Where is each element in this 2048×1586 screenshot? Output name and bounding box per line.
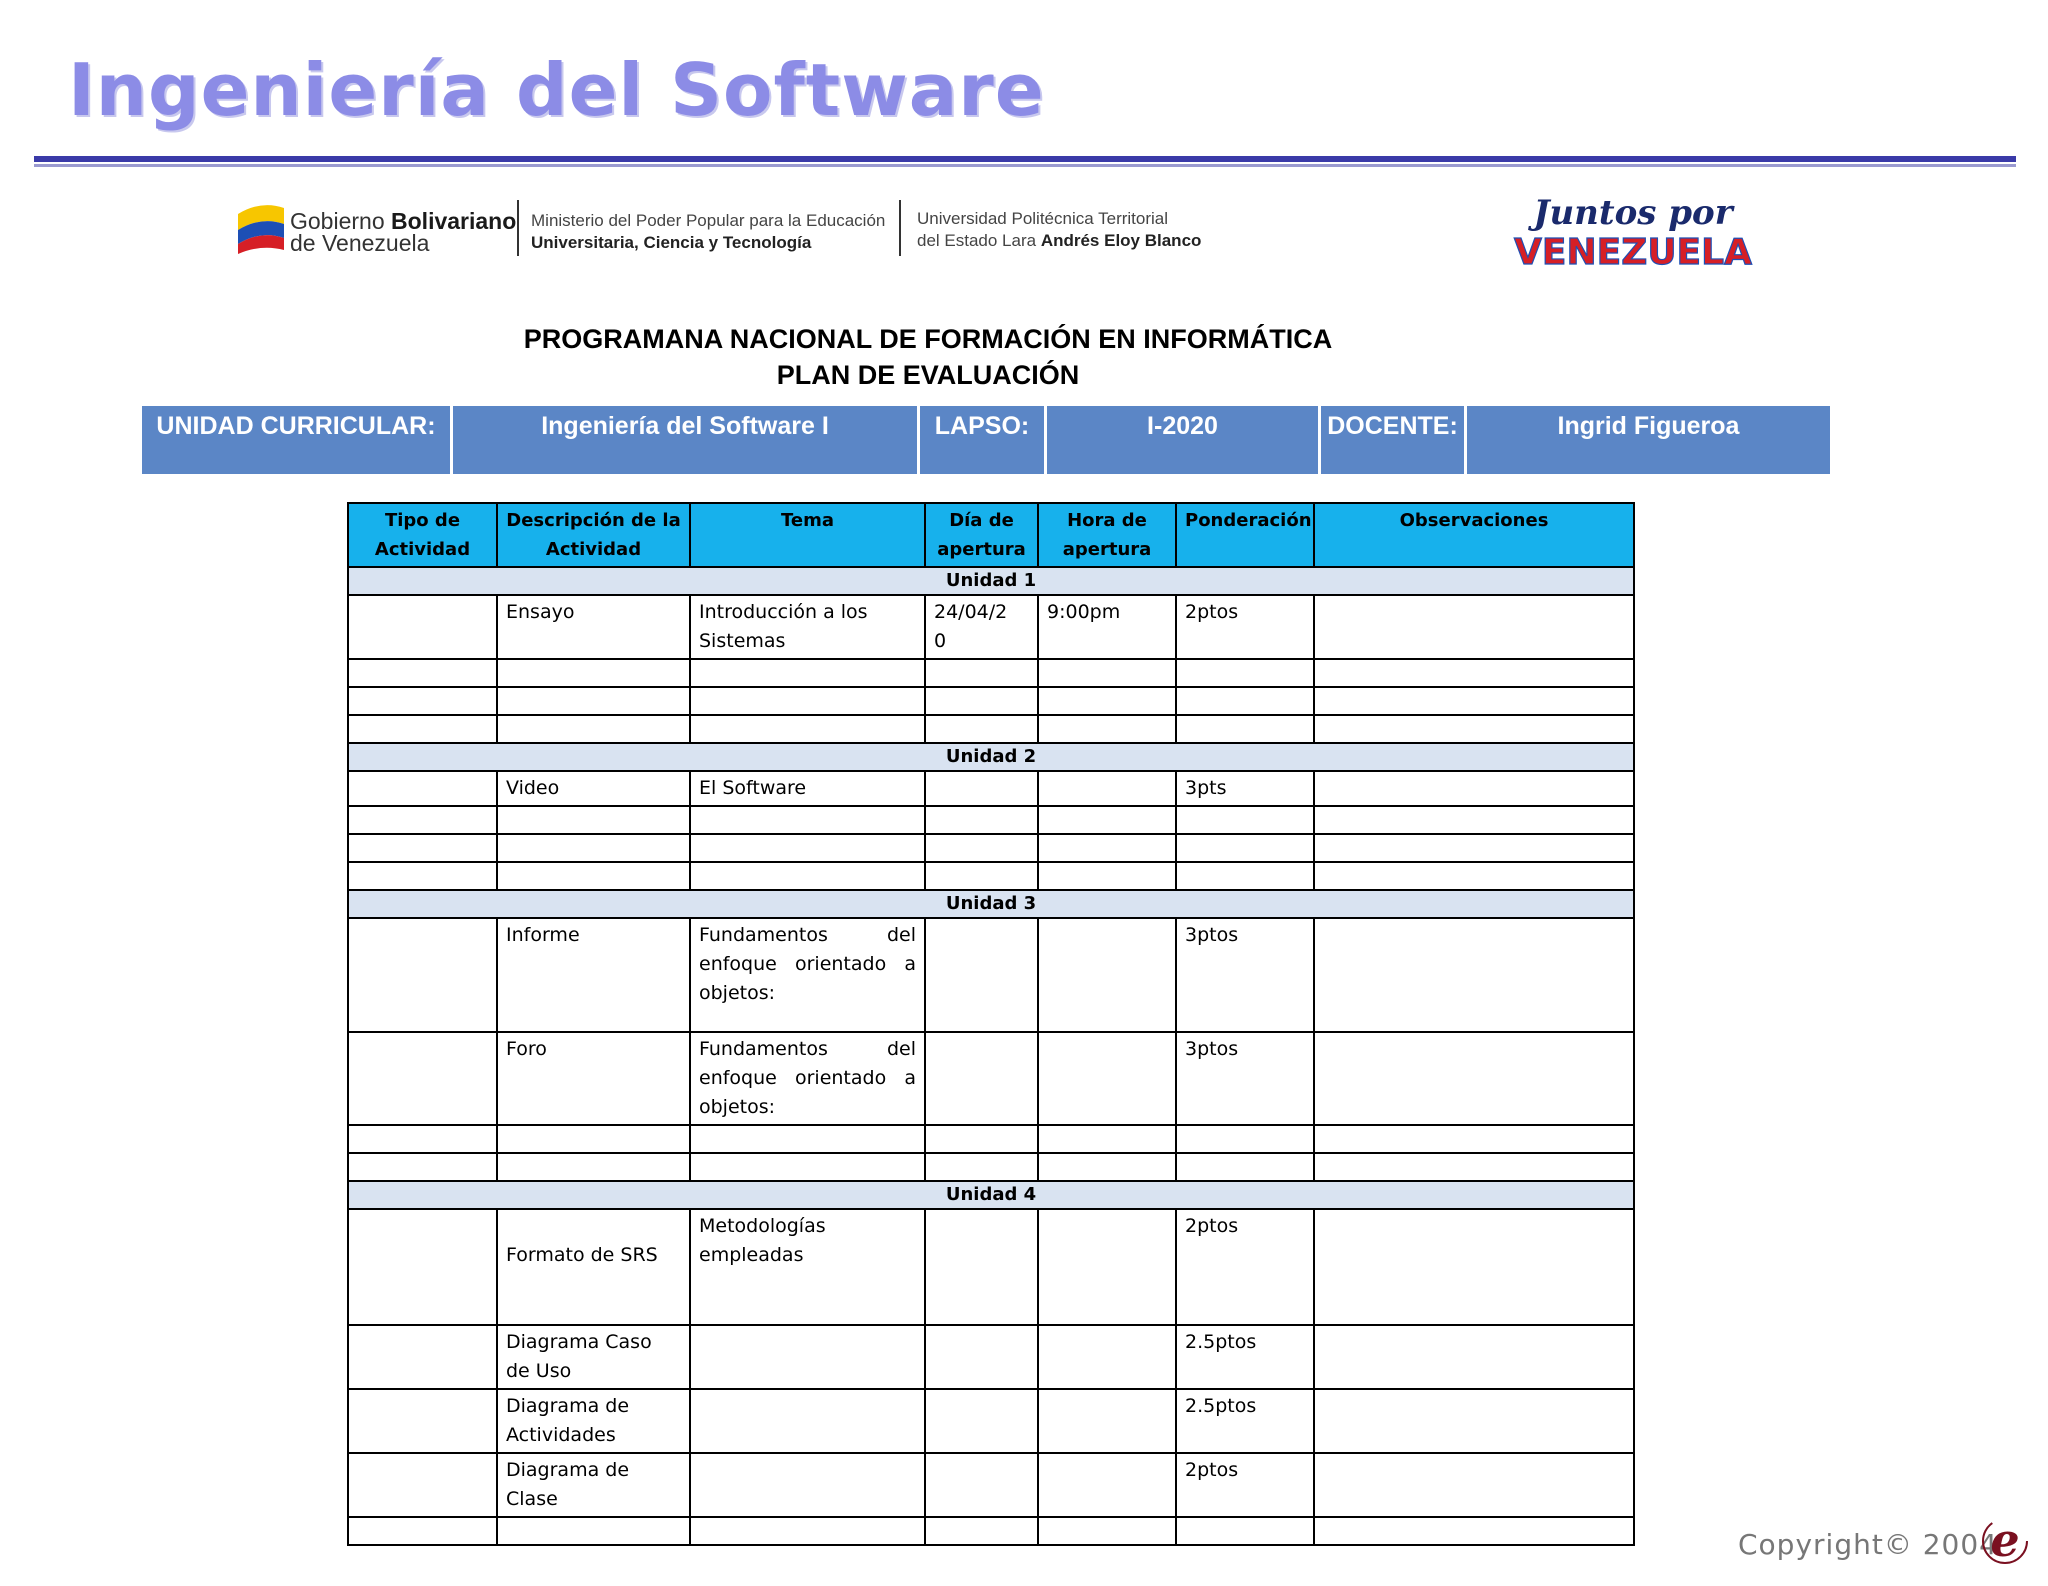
table-row xyxy=(348,595,1634,659)
slide-title: Ingeniería del Software xyxy=(68,48,1045,132)
juntos-line1: Juntos por xyxy=(1533,193,1733,233)
juntos-por-venezuela-logo xyxy=(1514,190,1752,273)
cell-ponderacion: 3pts xyxy=(1176,771,1314,806)
lapso-label: LAPSO: xyxy=(920,406,1047,474)
university-line1: Universidad Politécnica Territorial xyxy=(917,209,1169,228)
table-row xyxy=(348,918,1634,1032)
header-observaciones: Observaciones xyxy=(1314,503,1634,567)
lapso-value: I-2020 xyxy=(1047,406,1321,474)
university-line2-bold: Andrés Eloy Blanco xyxy=(1040,231,1202,250)
table-header-row xyxy=(348,503,1634,567)
ministry-logo-text xyxy=(531,210,885,254)
e-logo-icon xyxy=(1978,1513,2032,1567)
unit-label: Unidad 2 xyxy=(348,743,1634,771)
cell-tema: Introducción a los Sistemas xyxy=(690,595,925,659)
table-row xyxy=(348,862,1634,890)
cell-tema: Metodologías empleadas xyxy=(690,1209,925,1325)
header-tema: Tema xyxy=(690,503,925,567)
cell-descripcion: Diagrama de Actividades xyxy=(497,1389,690,1453)
header-descripcion: Descripción de la Actividad xyxy=(497,503,690,567)
cell-ponderacion: 2ptos xyxy=(1176,1209,1314,1325)
table-row xyxy=(348,1517,1634,1545)
cell-tema: Fundamentos del enfoque orientado a objetos: xyxy=(690,918,925,1032)
evaluation-table xyxy=(347,502,1635,1546)
table-row xyxy=(348,1032,1634,1125)
logo-separator xyxy=(899,200,901,256)
unit-row xyxy=(348,890,1634,918)
cell-ponderacion: 3ptos xyxy=(1176,918,1314,1032)
cell-tema: Fundamentos del enfoque orientado a objetos: xyxy=(690,1032,925,1125)
cell-ponderacion: 2ptos xyxy=(1176,1453,1314,1517)
cell-ponderacion: 3ptos xyxy=(1176,1032,1314,1125)
ministry-line1: Ministerio del Poder Popular para la Educación xyxy=(531,211,886,230)
title-divider-shadow xyxy=(34,164,2016,167)
unit-label: Unidad 4 xyxy=(348,1181,1634,1209)
gov-line1-bold: Bolivariano xyxy=(391,208,517,234)
table-row xyxy=(348,1125,1634,1153)
cell-descripcion: Informe xyxy=(497,918,690,1032)
table-row xyxy=(348,1209,1634,1325)
table-row xyxy=(348,715,1634,743)
table-row xyxy=(348,771,1634,806)
header-dia-apertura: Día de apertura xyxy=(925,503,1038,567)
cell-descripcion: Ensayo xyxy=(497,595,690,659)
table-row xyxy=(348,1153,1634,1181)
cell-descripcion: Diagrama de Clase xyxy=(497,1453,690,1517)
cell-descripcion: Video xyxy=(497,771,690,806)
course-info-band xyxy=(142,406,1830,474)
university-line2-regular: del Estado Lara xyxy=(917,231,1041,250)
docente-value: Ingrid Figueroa xyxy=(1557,412,1740,440)
unit-row xyxy=(348,567,1634,595)
unit-label: Unidad 1 xyxy=(348,567,1634,595)
cell-tema: El Software xyxy=(690,771,925,806)
unit-row xyxy=(348,743,1634,771)
juntos-line2: VENEZUELA xyxy=(1514,232,1752,273)
cell-ponderacion: 2ptos xyxy=(1176,595,1314,659)
unidad-curricular-label: UNIDAD CURRICULAR: xyxy=(142,406,453,474)
header-hora-apertura: Hora de apertura xyxy=(1038,503,1176,567)
unit-label: Unidad 3 xyxy=(348,890,1634,918)
cell-descripcion: Diagrama Caso de Uso xyxy=(497,1325,690,1389)
cell-dia: 24/04/2 0 xyxy=(925,595,1038,659)
cell-hora: 9:00pm xyxy=(1038,595,1176,659)
program-heading: PROGRAMANA NACIONAL DE FORMACIÓN EN INFORMÁTICA xyxy=(523,324,1333,354)
gov-line2: de Venezuela xyxy=(290,230,430,256)
title-divider xyxy=(34,156,2016,162)
venezuela-flag-icon xyxy=(236,200,286,254)
logo-separator xyxy=(517,200,519,256)
cell-descripcion: Formato de SRS xyxy=(497,1209,690,1325)
table-row xyxy=(348,1453,1634,1517)
table-row xyxy=(348,1325,1634,1389)
gov-line1-regular: Gobierno xyxy=(290,208,392,234)
table-row xyxy=(348,659,1634,687)
cell-ponderacion: 2.5ptos xyxy=(1176,1325,1314,1389)
docente-label: DOCENTE: xyxy=(1321,406,1467,474)
copyright-text: Copyright© 2004 xyxy=(1738,1528,1998,1561)
table-row xyxy=(348,687,1634,715)
government-logo-text xyxy=(290,210,516,254)
university-logo-text xyxy=(917,208,1201,252)
table-row xyxy=(348,834,1634,862)
table-row xyxy=(348,806,1634,834)
svg-text:e: e xyxy=(1990,1513,2020,1567)
cell-ponderacion: 2.5ptos xyxy=(1176,1389,1314,1453)
unit-row xyxy=(348,1181,1634,1209)
ministry-line2: Universitaria, Ciencia y Tecnología xyxy=(531,233,812,252)
table-row xyxy=(348,1389,1634,1453)
header-tipo-actividad: Tipo de Actividad xyxy=(348,503,497,567)
plan-heading: PLAN DE EVALUACIÓN xyxy=(776,360,1080,390)
cell-descripcion: Foro xyxy=(497,1032,690,1125)
header-ponderacion: Ponderación xyxy=(1176,503,1314,567)
unidad-curricular-value: Ingeniería del Software I xyxy=(453,406,920,474)
